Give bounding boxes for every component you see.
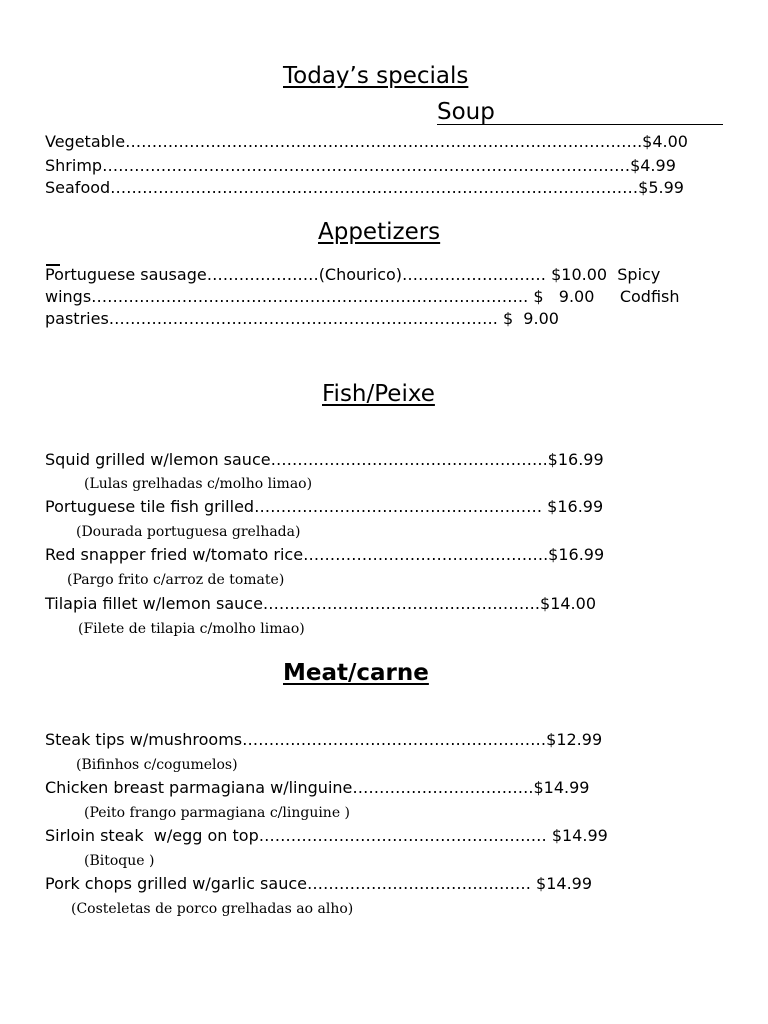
- soup-heading: Soup: [437, 99, 495, 125]
- fish-item-name: Portuguese tile fish grilled……………………………………………… $16.99: [45, 497, 604, 516]
- meat-heading: Meat/carne: [283, 660, 429, 686]
- meat-item-name: Steak tips w/mushrooms…………………………………………………$12.99: [45, 730, 603, 749]
- meat-item-name: Pork chops grilled w/garlic sauce…………………………………… $14.99: [45, 874, 593, 893]
- appetizers-heading: Appetizers: [318, 219, 441, 245]
- meat-item-portuguese: (Costeletas de porco grelhadas ao alho): [71, 901, 354, 917]
- fish-item-portuguese: (Lulas grelhadas c/molho limao): [84, 476, 313, 492]
- soup-item: Shrimp………………………………………………………………………………………$4.99: [45, 156, 676, 175]
- meat-item-portuguese: (Bifinhos c/cogumelos): [76, 757, 238, 773]
- appetizers-line: pastries………………………………………………………………. $ 9.00: [45, 309, 559, 328]
- fish-item-portuguese: (Pargo frito c/arroz de tomate): [67, 572, 285, 588]
- appetizers-line: Portuguese sausage…………………(Chourico)……………………… $10.00 Spicy: [45, 265, 661, 284]
- fish-item-portuguese: (Dourada portuguesa grelhada): [76, 524, 301, 540]
- fish-item-name: Squid grilled w/lemon sauce…………………………………………….$16.99: [45, 450, 604, 469]
- fish-item-portuguese: (Filete de tilapia c/molho limao): [78, 621, 305, 637]
- fish-item-name: Red snapper fried w/tomato rice……………………………………….$16.99: [45, 545, 605, 564]
- meat-item-portuguese: (Peito frango parmagiana c/linguine ): [84, 805, 351, 821]
- page-title: Today’s specials: [283, 63, 469, 89]
- appetizers-line: wings………………………………………………………………………. $ 9.00 Codfish: [45, 287, 680, 306]
- meat-item-name: Chicken breast parmagiana w/linguine…………………………….$14.99: [45, 778, 590, 797]
- meat-item-portuguese: (Bitoque ): [84, 853, 155, 869]
- soup-item: Vegetable…………………………………………………………………………………….$4.00: [45, 132, 688, 151]
- soup-heading-rule: [437, 124, 723, 125]
- meat-item-name: Sirloin steak w/egg on top……………………………………………… $14.99: [45, 826, 608, 845]
- fish-item-name: Tilapia fillet w/lemon sauce…………………………………………….$14.00: [45, 594, 596, 613]
- fish-heading: Fish/Peixe: [322, 381, 435, 407]
- soup-item: Seafood………………………………………………………………………………………$5.99: [45, 178, 684, 197]
